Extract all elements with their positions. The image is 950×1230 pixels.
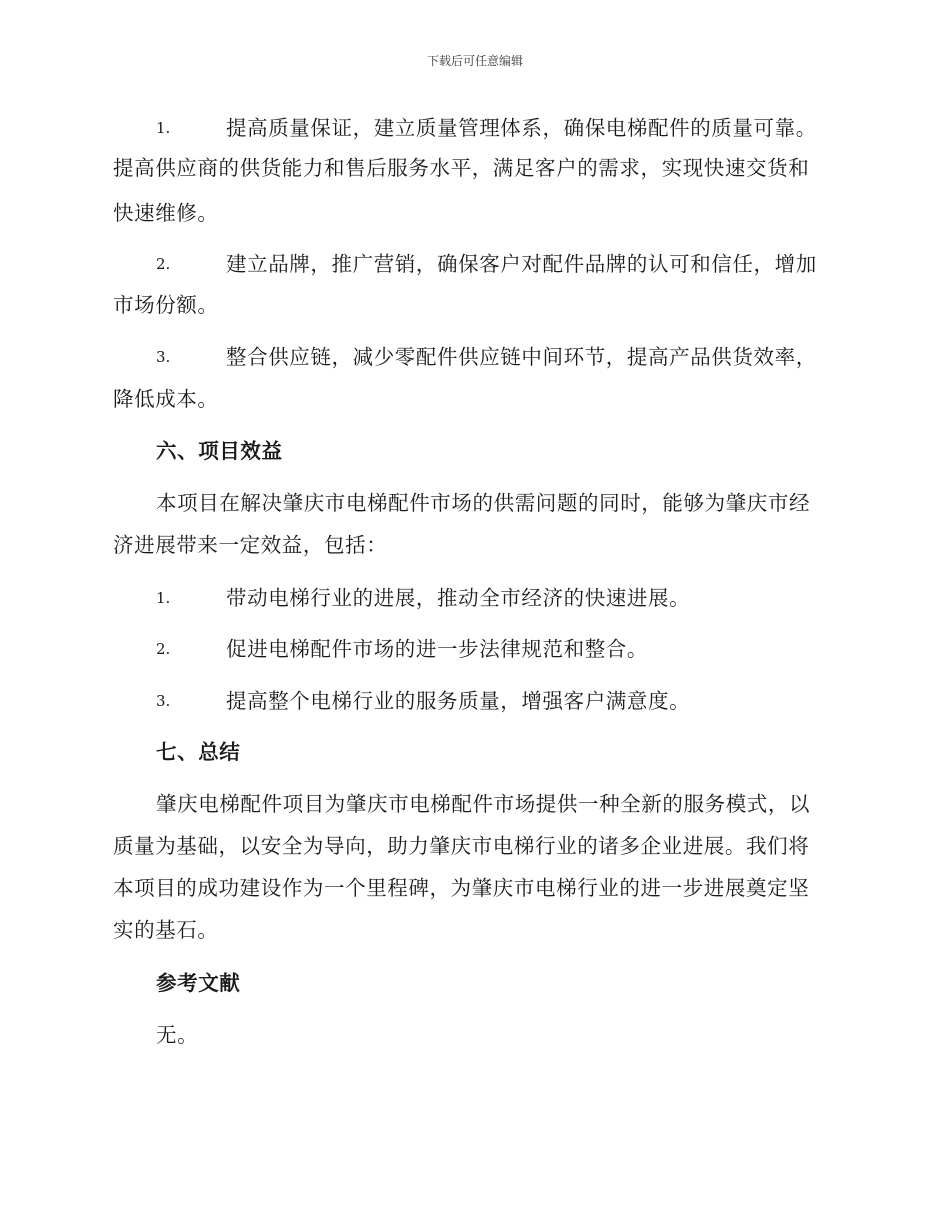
references-text: 无。: [156, 1023, 199, 1047]
list-item-text: 促进电梯配件市场的进一步法律规范和整合。: [226, 637, 648, 661]
paragraph-line: 实的基石。: [113, 918, 219, 942]
paragraph-line: 肇庆电梯配件项目为肇庆市电梯配件市场提供一种全新的服务模式，以: [156, 792, 811, 816]
list-number: 3.: [156, 692, 171, 710]
list-item-text: 带动电梯行业的进展，推动全市经济的快速进展。: [226, 586, 691, 610]
references-heading: 参考文献: [156, 971, 241, 995]
list-number: 2.: [156, 640, 171, 658]
list-number: 1.: [156, 589, 171, 607]
list-item-text: 提高整个电梯行业的服务质量，增强客户满意度。: [226, 689, 691, 713]
paragraph-line: 本项目的成功建设作为一个里程碑，为肇庆市电梯行业的进一步进展奠定坚: [113, 876, 810, 900]
list-number: 1.: [156, 119, 171, 137]
list-item-text: 建立品牌，推广营销，确保客户对配件品牌的认可和信任，增加: [226, 252, 817, 276]
list-item-text: 提高质量保证，建立质量管理体系，确保电梯配件的质量可靠。: [226, 116, 817, 140]
list-item-continuation: 市场份额。: [113, 293, 219, 317]
section-heading: 六、项目效益: [156, 439, 283, 463]
paragraph-line: 质量为基础，以安全为导向，助力肇庆市电梯行业的诸多企业进展。我们将: [113, 834, 810, 858]
list-item-continuation: 快速维修。: [113, 201, 219, 225]
list-item-continuation: 降低成本。: [113, 387, 219, 411]
page-header: 下载后可任意编辑: [426, 54, 523, 68]
list-item-text: 整合供应链，减少零配件供应链中间环节，提高产品供货效率，: [226, 345, 817, 369]
list-number: 2.: [156, 255, 171, 273]
paragraph-line: 本项目在解决肇庆市电梯配件市场的供需问题的同时，能够为肇庆市经: [156, 491, 811, 515]
paragraph-line: 济进展带来一定效益，包括：: [113, 533, 388, 557]
list-item-continuation: 提高供应商的供货能力和售后服务水平，满足客户的需求，实现快速交货和: [113, 156, 810, 180]
section-heading: 七、总结: [156, 740, 241, 764]
list-number: 3.: [156, 348, 171, 366]
